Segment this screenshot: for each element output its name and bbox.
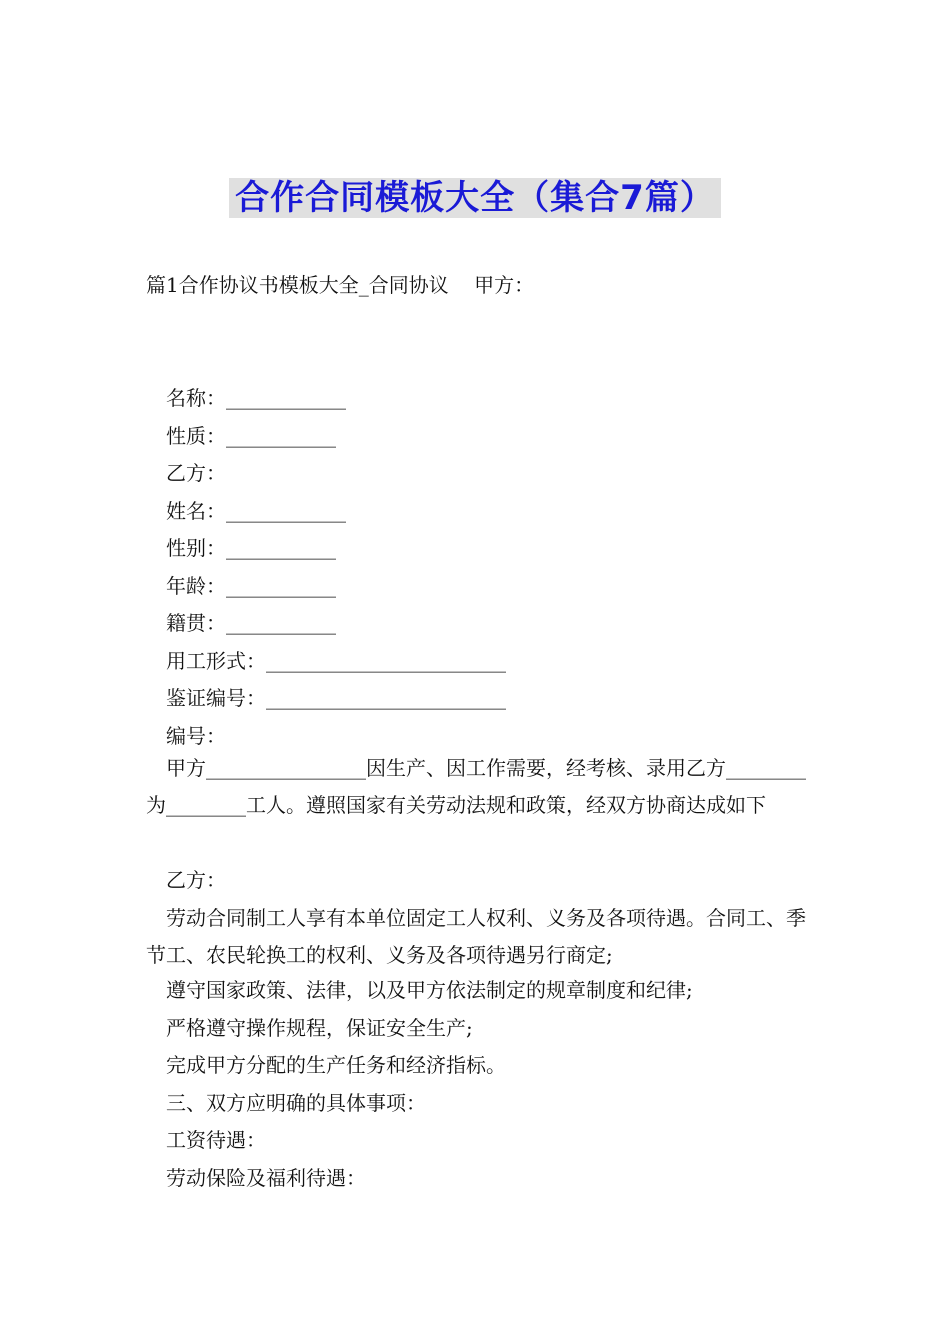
document-subtitle: 篇1合作协议书模板大全_合同协议 甲方： xyxy=(146,273,535,297)
field-certification-number: 鉴证编号：________________________ xyxy=(166,686,506,710)
item-wages: 工资待遇： xyxy=(166,1128,266,1152)
field-name: 名称：____________ xyxy=(166,386,346,410)
field-full-name: 姓名：____________ xyxy=(166,498,346,523)
field-nature: 性质：___________ xyxy=(166,423,336,448)
obligation-safety: 严格遵守操作规程，保证安全生产; xyxy=(166,1015,473,1040)
obligation-list xyxy=(146,972,826,1197)
field-native-place: 籍贯：___________ xyxy=(166,611,336,635)
obligation-follow-law: 遵守国家政策、法律，以及甲方依法制定的规章制度和纪律; xyxy=(166,978,693,1002)
document-title: 合作合同模板大全（集合7篇） xyxy=(229,178,721,218)
title-container xyxy=(0,178,950,218)
field-party-b: 乙方： xyxy=(166,461,226,485)
field-age: 年龄：___________ xyxy=(166,573,336,598)
paragraph-worker-rights: 劳动合同制工人享有本单位固定工人权利、义务及各项待遇。合同工、季节工、农民轮换工的权利、义务及各项待遇另行商定; xyxy=(146,906,806,967)
form-fields xyxy=(146,380,826,755)
item-insurance-welfare: 劳动保险及福利待遇： xyxy=(166,1165,366,1190)
section-specific-matters: 三、双方应明确的具体事项： xyxy=(166,1090,426,1115)
field-number: 编号： xyxy=(166,723,226,748)
field-employment-form: 用工形式：________________________ xyxy=(166,648,506,673)
field-gender: 性别：___________ xyxy=(166,536,336,560)
obligation-tasks: 完成甲方分配的生产任务和经济指标。 xyxy=(166,1053,506,1077)
paragraph-agreement-intro: 甲方________________因生产、因工作需要，经考核、录用乙方________为________工人。遵照国家有关劳动法规和政策，经双方协商达成如下 xyxy=(146,756,806,817)
party-b-label: 乙方： xyxy=(166,868,226,892)
